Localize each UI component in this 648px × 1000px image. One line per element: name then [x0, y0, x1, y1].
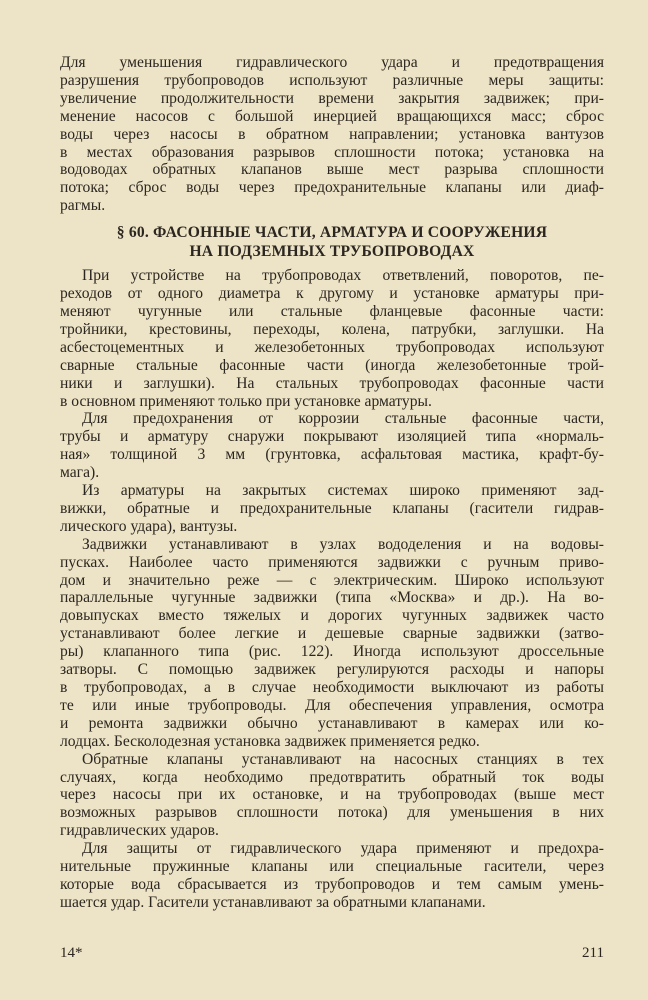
paragraph-corrosion: [60, 410, 604, 482]
text-line: через насосы при их остановке, и на трубопроводах (выше мест: [60, 786, 604, 804]
text-line: мага).: [60, 464, 100, 482]
text-line: Из арматуры на закрытых системах широко применяют зад-: [82, 482, 604, 500]
paragraph-fittings: [60, 267, 604, 410]
text-line: возможных разрывов сплошности потока) для уменьшения в них: [60, 804, 604, 822]
page-footer: [60, 945, 604, 962]
text-line: пусках. Наиболее часто применяются задвижки с ручным приво-: [60, 553, 604, 571]
text-line: те или иные трубопроводы. Для обеспечения управления, осмотра: [60, 696, 604, 714]
text-line: нительные пружинные клапаны или специальные гасители, через: [60, 858, 604, 876]
text-line: увеличение продолжительности времени закрытия задвижек; при-: [60, 89, 604, 107]
text-line: параллельные чугунные задвижки (типа «Москва» и др.). На во-: [60, 589, 604, 607]
intro-paragraph: [60, 54, 604, 215]
text-line: разрушения трубопроводов используют различные меры защиты:: [60, 71, 604, 89]
text-line: менение насосов с большой инерцией вращающихся масс; сброс: [60, 107, 604, 125]
text-line: и ремонта задвижки обычно устанавливают в камерах или ко-: [60, 714, 604, 732]
text-line: рагмы.: [60, 197, 106, 215]
text-line: ная» толщиной 3 мм (грунтовка, асфальтовая мастика, крафт-бу-: [60, 446, 604, 464]
text-line: лодцах. Бесколодезная установка задвижек применяется редко.: [60, 732, 480, 750]
text-line: Для предохранения от коррозии стальные фасонные части,: [82, 410, 604, 428]
text-line: воды через насосы в обратном направлении; установка вантузов: [60, 125, 604, 143]
text-line: затворы. С помощью задвижек регулируются расходы и напоры: [60, 661, 604, 679]
text-line: трубы и арматуру снаружи покрывают изоляцией типа «нормаль-: [60, 428, 604, 446]
signature-mark: 14*: [60, 945, 83, 961]
text-line: вижки, обратные и предохранительные клапаны (гасители гидрав-: [60, 499, 604, 517]
text-line: потока; сброс воды через предохранительные клапаны или диаф-: [60, 179, 604, 197]
text-line: гидравлических ударов.: [60, 822, 219, 840]
text-line: тройники, крестовины, переходы, колена, патрубки, заглушки. На: [60, 320, 604, 338]
text-line: реходов от одного диаметра к другому и установке арматуры при-: [60, 285, 604, 303]
text-line: асбестоцементных и железобетонных трубопроводах используют: [60, 338, 604, 356]
text-line: ники и заглушки). На стальных трубопроводах фасонные части: [60, 374, 604, 392]
text-line: которые вода сбрасывается из трубопроводов и тем самым умень-: [60, 875, 604, 893]
page-number: 211: [582, 945, 604, 961]
text-line: При устройстве на трубопроводах ответвлений, поворотов, пе-: [82, 267, 604, 285]
text-line: сварные стальные фасонные части (иногда железобетонные трой-: [60, 356, 604, 374]
text-line: водоводах обратных клапанов выше мест разрыва сплошности: [60, 161, 604, 179]
section-heading-line: § 60. ФАСОННЫЕ ЧАСТИ, АРМАТУРА И СООРУЖЕНИЯ: [116, 224, 548, 242]
text-line: в местах образования разрывов сплошности потока; установка на: [60, 143, 604, 161]
text-line: в трубопроводах, а в случае необходимости выключают из работы: [60, 679, 604, 696]
text-line: Обратные клапаны устанавливают на насосных станциях в тех: [82, 750, 604, 768]
text-line: дом и значительно реже — с электрическим. Широко используют: [60, 571, 604, 589]
text-line: довыпусках вместо тяжелых и дорогих чугунных задвижек часто: [60, 607, 604, 625]
paragraph-armature: [60, 482, 604, 536]
text-line: ры) клапанного типа (рис. 122). Иногда используют дроссельные: [60, 643, 604, 661]
section-heading-line: НА ПОДЗЕМНЫХ ТРУБОПРОВОДАХ: [189, 243, 475, 261]
text-line: Задвижки устанавливают в узлах вододеления и на водовы-: [82, 535, 604, 553]
text-line: Для защиты от гидравлического удара применяют и предохра-: [82, 840, 604, 858]
text-line: шается удар. Гасители устанавливают за обратными клапанами.: [60, 893, 486, 911]
text-line: случаях, когда необходимо предотвратить обратный ток воды: [60, 768, 604, 786]
section-heading: [60, 223, 604, 261]
paragraph-valves: [60, 536, 604, 751]
paragraph-check-valves: [60, 751, 604, 841]
text-line: в основном применяют только при установке арматуры.: [60, 392, 432, 410]
text-line: меняют чугунные или стальные фланцевые фасонные части:: [60, 302, 604, 320]
text-line: Для уменьшения гидравлического удара и предотвращения: [60, 54, 604, 71]
paragraph-surge-protection: [60, 840, 604, 912]
text-line: лического удара), вантузы.: [60, 517, 238, 535]
text-line: устанавливают более легкие и дешевые сварные задвижки (затво-: [60, 625, 604, 643]
